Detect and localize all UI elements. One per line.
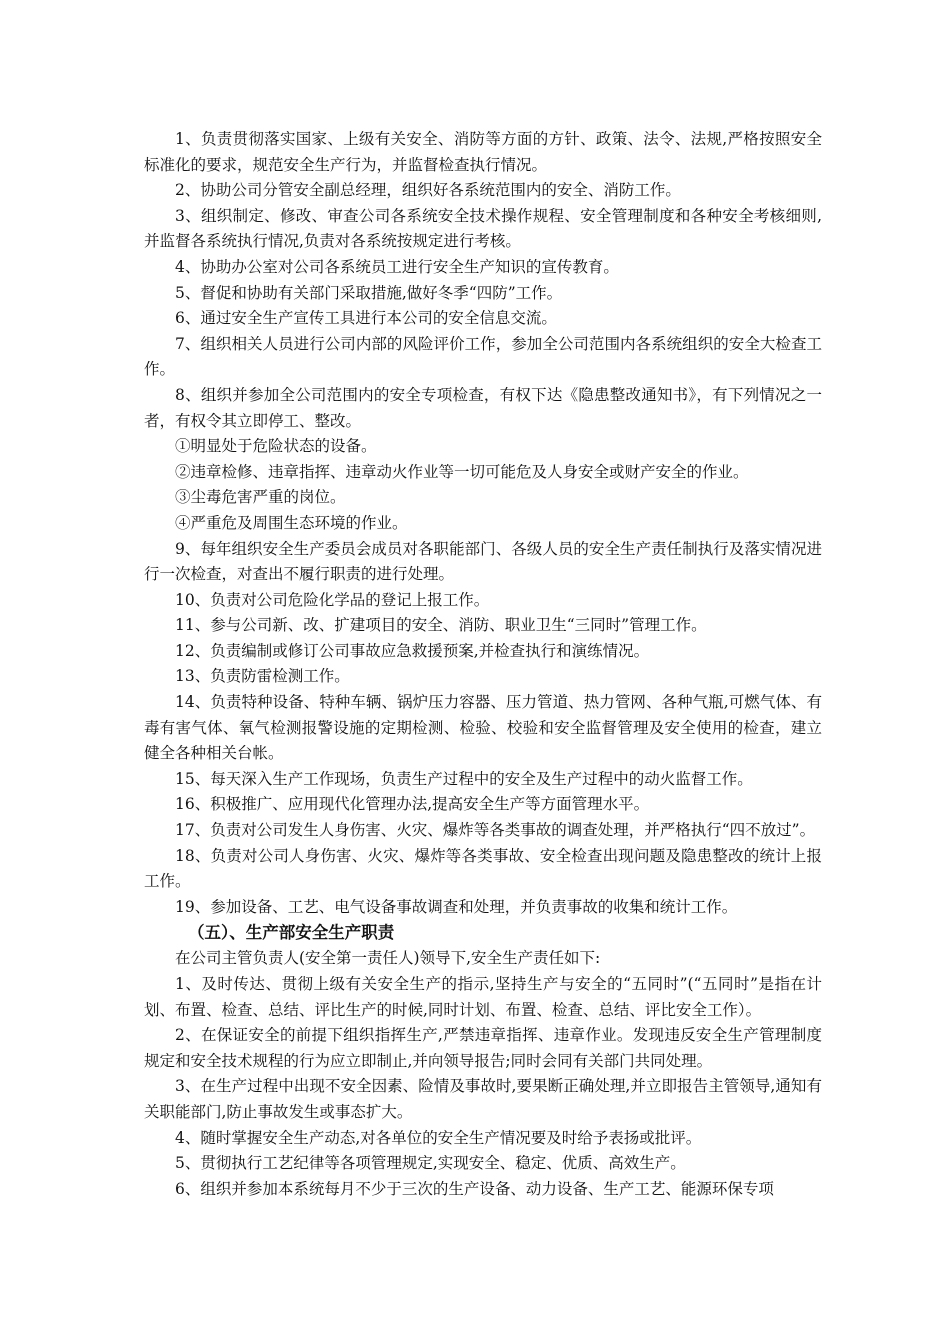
- list-item: 4、协助办公室对公司各系统员工进行安全生产知识的宣传教育。: [175, 257, 619, 276]
- list-item: 8、组织并参加全公司范围内的安全专项检查，有权下达《隐患整改通知书》，有下列情况之一者，有权令其立即停工、整改。: [144, 385, 822, 430]
- list-item: 6、组织并参加本系统每月不少于三次的生产设备、动力设备、生产工艺、能源环保专项: [175, 1179, 774, 1198]
- list-item: ③尘毒危害严重的岗位。: [175, 488, 346, 507]
- list-item: 3、在生产过程中出现不安全因素、险情及事故时,要果断正确处理,并立即报告主管领导,通知有关职能部门,防止事故发生或事态扩大。: [144, 1077, 822, 1121]
- list-item: 2、在保证安全的前提下组织指挥生产,严禁违章指挥、违章作业。发现违反安全生产管理制度规定和安全技术规程的行为应立即制止,并向领导报告;同时会同有关部门共同处理。: [144, 1026, 822, 1070]
- section5-list: [144, 972, 822, 1202]
- list-item: 1、及时传达、贯彻上级有关安全生产的指示,坚持生产与安全的“五同时”(“五同时”是指在计划、布置、检查、总结、评比生产的时候,同时计划、布置、检查、总结、评比安全工作）。: [144, 975, 822, 1019]
- list-item: ④严重危及周围生态环境的作业。: [175, 513, 408, 532]
- document-page: [144, 127, 822, 1202]
- list-item: ②违章检修、违章指挥、违章动火作业等一切可能危及人身安全或财产安全的作业。: [175, 462, 749, 481]
- list-item: 16、积极推广、应用现代化管理办法,提高安全生产等方面管理水平。: [175, 795, 650, 814]
- section5-intro: 在公司主管负责人(安全第一责任人)领导下,安全生产责任如下:: [175, 949, 601, 968]
- list-item: 9、每年组织安全生产委员会成员对各职能部门、各级人员的安全生产责任制执行及落实情况进行一次检查，对查出不履行职责的进行处理。: [144, 539, 822, 584]
- section4-list: [144, 127, 822, 920]
- list-item: 14、负责特种设备、特种车辆、锅炉压力容器、压力管道、热力管网、各种气瓶,可燃气体、有毒有害气体、氧气检测报警设施的定期检测、检验、校验和安全监督管理及安全使用的检查，建立健全各种相关台帐。: [144, 693, 822, 763]
- list-item: 13、负责防雷检测工作。: [175, 667, 350, 686]
- list-item: ①明显处于危险状态的设备。: [175, 437, 377, 456]
- list-item: 7、组织相关人员进行公司内部的风险评价工作，参加全公司范围内各系统组织的安全大检查工作。: [144, 334, 822, 379]
- list-item: 19、参加设备、工艺、电气设备事故调查和处理，并负责事故的收集和统计工作。: [175, 897, 738, 916]
- list-item: 6、通过安全生产宣传工具进行本公司的安全信息交流。: [175, 309, 557, 328]
- list-item: 5、督促和协助有关部门采取措施,做好冬季“四防”工作。: [175, 283, 563, 302]
- list-item: 1、负责贯彻落实国家、上级有关安全、消防等方面的方针、政策、法令、法规,严格按照安全标准化的要求，规范安全生产行为，并监督检查执行情况。: [144, 130, 822, 174]
- list-item: 5、贯彻执行工艺纪律等各项管理规定,实现安全、稳定、优质、高效生产。: [175, 1154, 686, 1173]
- list-item: 17、负责对公司发生人身伤害、火灾、爆炸等各类事故的调查处理，并严格执行“四不放过”。: [175, 821, 816, 840]
- list-item: 10、负责对公司危险化学品的登记上报工作。: [175, 590, 490, 609]
- list-item: 11、参与公司新、改、扩建项目的安全、消防、职业卫生“三同时”管理工作。: [175, 616, 707, 635]
- list-item: 4、随时掌握安全生产动态,对各单位的安全生产情况要及时给予表扬或批评。: [175, 1128, 702, 1147]
- list-item: 3、组织制定、修改、审查公司各系统安全技术操作规程、安全管理制度和各种安全考核细则,并监督各系统执行情况,负责对各系统按规定进行考核。: [144, 206, 822, 251]
- section5-heading: （五）、生产部安全生产职责: [188, 923, 395, 943]
- list-item: 18、负责对公司人身伤害、火灾、爆炸等各类事故、安全检查出现问题及隐患整改的统计上报工作。: [144, 846, 822, 891]
- list-item: 12、负责编制或修订公司事故应急救援预案,并检查执行和演练情况。: [175, 641, 650, 660]
- list-item: 2、协助公司分管安全副总经理，组织好各系统范围内的安全、消防工作。: [175, 181, 681, 200]
- list-item: 15、每天深入生产工作现场，负责生产过程中的安全及生产过程中的动火监督工作。: [175, 769, 753, 788]
